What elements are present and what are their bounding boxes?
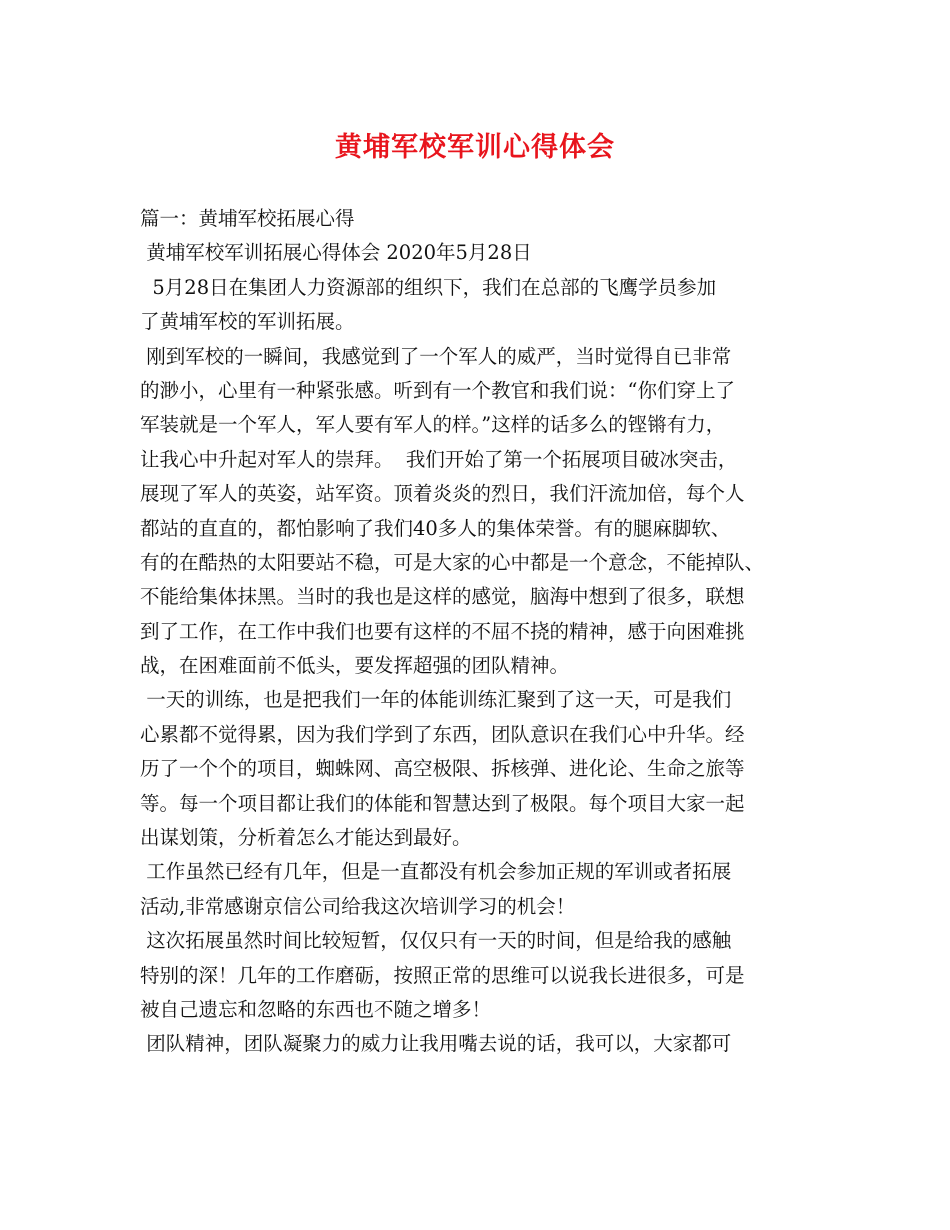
text-line: 黄埔军校军训拓展心得体会 2020年5月28日 — [140, 241, 532, 265]
text-line: 等。每一个项目都让我们的体能和智慧达到了极限。每个项目大家一起 — [140, 791, 745, 815]
text-line: 团队精神，团队凝聚力的威力让我用嘴去说的话，我可以，大家都可 — [140, 1032, 732, 1056]
text-line: 展现了军人的英姿，站军资。顶着炎炎的烈日，我们汗流加倍，每个人 — [140, 482, 745, 506]
text-line: 历了一个个的项目，蜘蛛网、高空极限、拆核弹、进化论、生命之旅等 — [140, 757, 745, 781]
text-line: 不能给集体抹黑。当时的我也是这样的感觉，脑海中想到了很多，联想 — [140, 585, 745, 609]
text-line: 篇一：黄埔军校拓展心得 — [140, 207, 355, 230]
text-line: 到了工作，在工作中我们也要有这样的不屈不挠的精神，感于向困难挑 — [140, 619, 745, 643]
text-line: 出谋划策，分析着怎么才能达到最好。 — [140, 826, 472, 850]
text-line: 5月28日在集团人力资源部的组织下，我们在总部的飞鹰学员参加 — [140, 275, 717, 299]
text-line: 活动,非常感谢京信公司给我这次培训学习的机会！ — [140, 894, 576, 918]
text-line: 都站的直直的，都怕影响了我们40多人的集体荣誉。有的腿麻脚软、 — [140, 516, 731, 540]
text-line: 了黄埔军校的军训拓展。 — [140, 310, 355, 334]
document-body — [140, 202, 830, 1062]
text-line: 工作虽然已经有几年，但是一直都没有机会参加正规的军训或者拓展 — [140, 860, 732, 884]
text-line: 刚到军校的一瞬间，我感觉到了一个军人的威严，当时觉得自已非常 — [140, 344, 732, 368]
text-line: 让我心中升起对军人的崇拜。 我们开始了第一个拓展项目破冰突击， — [140, 447, 738, 471]
text-line: 心累都不觉得累，因为我们学到了东西，团队意识在我们心中升华。经 — [140, 722, 745, 746]
text-line: 战，在困难面前不低头，要发挥超强的团队精神。 — [140, 654, 570, 678]
text-line: 这次拓展虽然时间比较短暂，仅仅只有一天的时间，但是给我的感触 — [140, 929, 732, 953]
text-line: 的渺小，心里有一种紧张感。听到有一个教官和我们说：“你们穿上了 — [140, 378, 735, 402]
document-title: 黄埔军校军训心得体会 — [335, 132, 615, 163]
text-line: 有的在酷热的太阳要站不稳，可是大家的心中都是一个意念，不能掉队、 — [140, 550, 765, 574]
text-line: 一天的训练，也是把我们一年的体能训练汇聚到了这一天，可是我们 — [140, 688, 732, 712]
text-line: 特别的深！几年的工作磨砺，按照正常的思维可以说我长进很多，可是 — [140, 963, 745, 987]
text-line: 被自己遗忘和忽略的东西也不随之增多！ — [140, 997, 492, 1021]
text-line: 军装就是一个军人，军人要有军人的样。”这样的话多么的铿锵有力， — [140, 413, 726, 437]
